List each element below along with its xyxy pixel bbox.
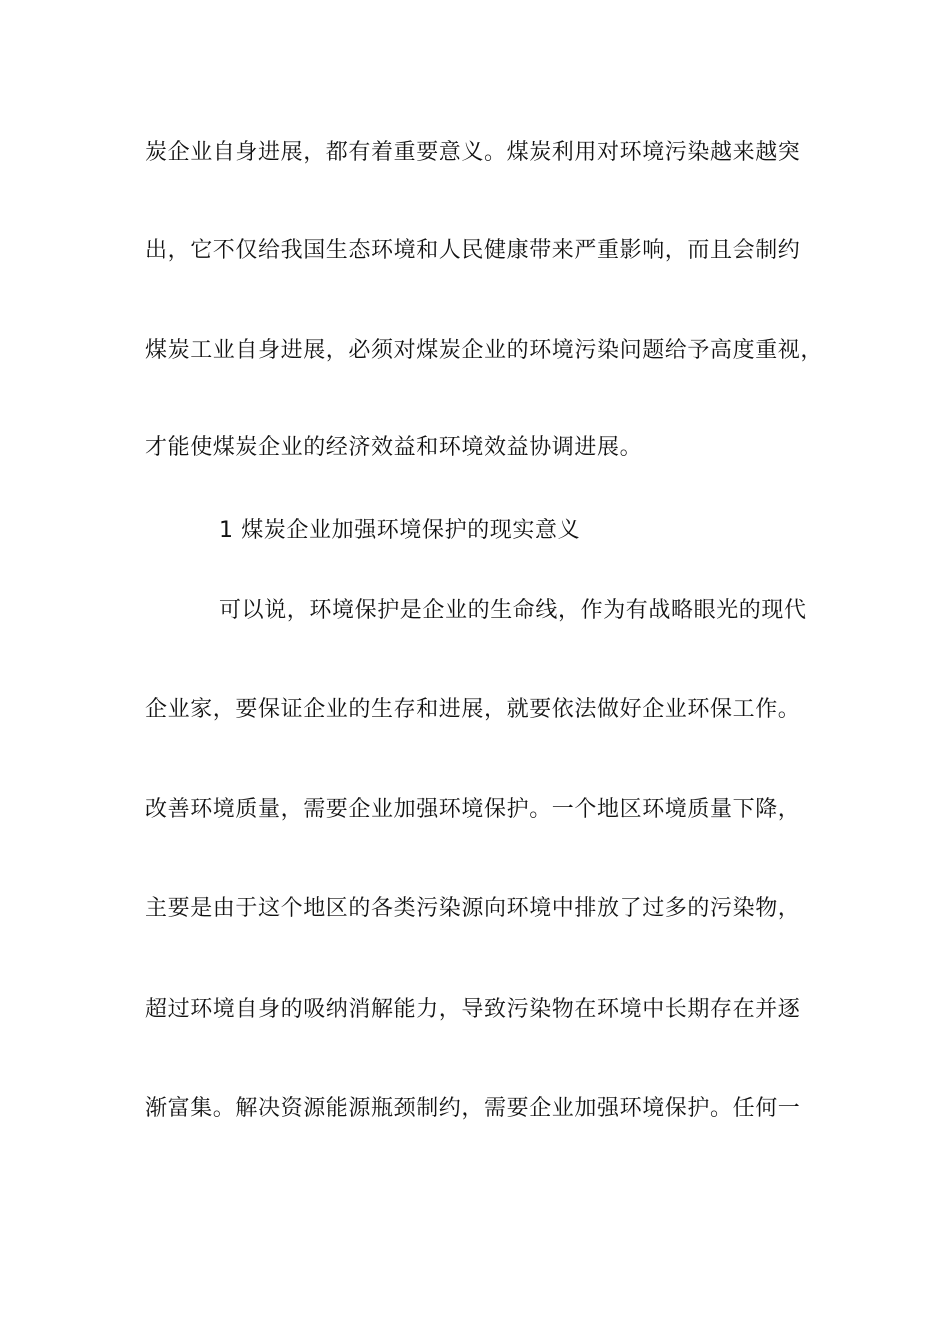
paragraph-line: 出，它不仅给我国生态环境和人民健康带来严重影响，而且会制约 — [145, 238, 801, 263]
paragraph-line: 改善环境质量，需要企业加强环境保护。一个地区环境质量下降， — [145, 797, 801, 822]
paragraph-line: 渐富集。解决资源能源瓶颈制约，需要企业加强环境保护。任何一 — [145, 1096, 801, 1121]
paragraph-line: 超过环境自身的吸纳消解能力，导致污染物在环境中长期存在并逐 — [145, 997, 801, 1022]
paragraph-line: 可以说，环境保护是企业的生命线，作为有战略眼光的现代 — [219, 598, 807, 623]
paragraph-line: 企业家，要保证企业的生存和进展，就要依法做好企业环保工作。 — [145, 697, 801, 722]
paragraph-line: 才能使煤炭企业的经济效益和环境效益协调进展。 — [145, 435, 643, 460]
section-heading: 1 煤炭企业加强环境保护的现实意义 — [219, 518, 581, 543]
paragraph-line: 煤炭工业自身进展，必须对煤炭企业的环境污染问题给予高度重视， — [145, 338, 824, 363]
paragraph-line: 主要是由于这个地区的各类污染源向环境中排放了过多的污染物， — [145, 896, 801, 921]
paragraph-line: 炭企业自身进展，都有着重要意义。煤炭利用对环境污染越来越突 — [145, 140, 801, 165]
